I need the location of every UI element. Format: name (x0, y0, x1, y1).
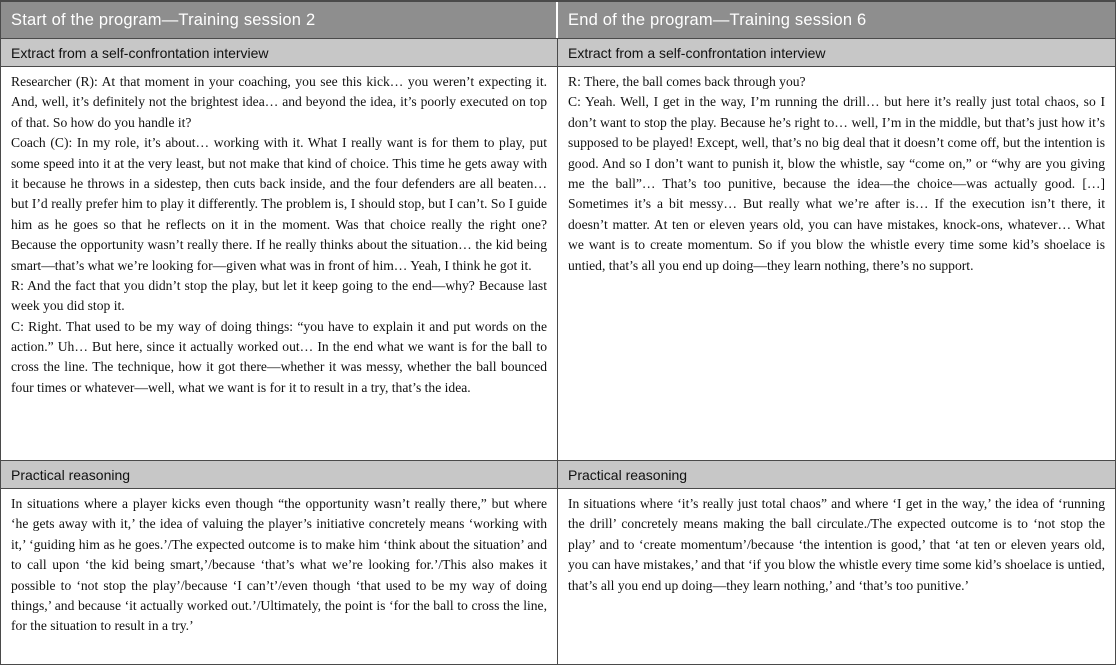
interview-paragraph: R: There, the ball comes back through you? (568, 74, 806, 89)
interview-section-label-left: Extract from a self-confrontation interview (1, 38, 558, 67)
reasoning-paragraph: In situations where ‘it’s really just total chaos” and where ‘I get in the way,’ the idea of ‘running the drill’ concretely means making the ball circulate./The expected outcome is to ‘not stop the play’ and to ‘create momentum’/because ‘the intention is good,’ that ‘at ten or eleven years old, you can have mistakes,’ and that ‘if you blow the whistle every time some kid’s shoelace is untied, that’s all you end up doing—they learn nothing,’ and ‘that’s too punitive.’ (568, 496, 1105, 593)
interview-paragraph: C: Yeah. Well, I get in the way, I’m running the drill… but here it’s really just total chaos, so I don’t want to stop the play. Because he’s right to… well, I’m in the middle, but that’s just how it’s supposed to be played! Except, well, that’s no big deal that it doesn’t come off, but the intention is good. And so I don’t want to punish it, blow the whistle, say “come on,” or “why are you giving me the ball”… That’s too punitive, because the idea—the choice—was actually good. […] Sometimes it’s a bit messy… But really what we’re after is… If the execution isn’t there, it doesn’t matter. At ten or eleven years old, you can have mistakes, knock-ons, whatever… What we want is to create momentum. So if you blow the whistle every time some kid’s shoelace is untied, that’s all you end up doing—they learn nothing, there’s no support. (568, 94, 1105, 273)
interview-section-label-right: Extract from a self-confrontation interview (558, 38, 1115, 67)
interview-paragraph: C: Right. That used to be my way of doing things: “you have to explain it and put words on the action.” Uh… But here, since it actually worked out… In the end what we want is for the ball to cross the line. The technique, how it got there—whether it was messy, whether the ball bounced four times or whatever—well, what we want is for it to result in a try, that’s the idea. (11, 318, 547, 395)
reasoning-paragraph: In situations where a player kicks even though “the opportunity wasn’t really there,” but where ‘he gets away with it,’ the idea of valuing the player’s initiative concretely means ‘working with it,’ ‘guiding him as he goes.’/The expected outcome is to make him ‘think about the situation’ and to call upon ‘the kid being smart,’/because ‘that’s what we’re looking for.’/This also makes it possible to ‘not stop the play’/because ‘I can’t’/even though ‘that used to be my way of doing things,’ and because ‘it actually worked out.’/Ultimately, the point is ‘for the ball to cross the line, for the situation to result in a try.’ (11, 496, 547, 634)
interview-text-right (558, 67, 1115, 460)
interview-text-left (1, 67, 558, 460)
reasoning-text-right (558, 489, 1115, 664)
column-header-end-of-program: End of the program—Training session 6 (558, 2, 1115, 38)
column-header-start-of-program: Start of the program—Training session 2 (1, 2, 558, 38)
interview-paragraph: R: And the fact that you didn’t stop the play, but let it keep going to the end—why? Because last week you did stop it. (11, 277, 547, 314)
interview-paragraph: Researcher (R): At that moment in your coaching, you see this kick… you weren’t expecting it. And, well, it’s definitely not the brightest idea… and beyond the idea, it’s poorly executed on top of that. So how do you handle it? (11, 74, 547, 130)
reasoning-text-left (1, 489, 558, 664)
reasoning-section-label-right: Practical reasoning (558, 460, 1115, 489)
interview-paragraph: Coach (C): In my role, it’s about… working with it. What I really want is for them to play, put some speed into it at the very least, but not make that kind of choice. This time he gets away with it because he throws in a sidestep, then cuts back inside, and the four defenders are all beaten… but I’d really prefer him to play it differently. The problem is, I should stop, but I can’t. So I guide him as he goes so that he reflects on it in the moment. Was that choice really the right one? Because the opportunity wasn’t really there. If he really thinks about the situation… the kid being smart—that’s what we’re looking for—given what was in front of him… Yeah, I think he got it. (11, 135, 547, 273)
reasoning-section-label-left: Practical reasoning (1, 460, 558, 489)
